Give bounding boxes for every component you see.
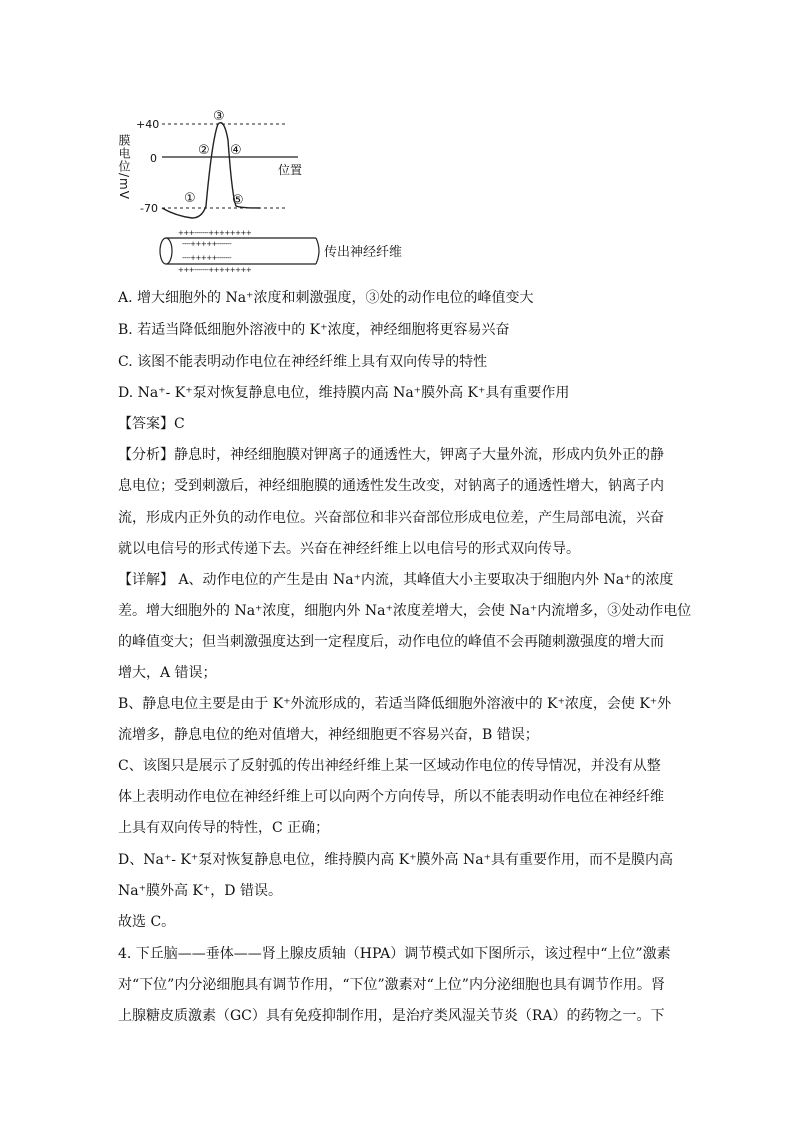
membrane-potential-diagram [110,100,440,280]
question-4-line: 对“下位”内分泌细胞具有调节作用，“下位”激素对“上位”内分泌细胞也具有调节作用。肾 [118,977,665,993]
detail-line: 增大，A 错误； [118,665,217,681]
membrane-signs-top-outer: +++-------++++++++ [178,229,252,237]
nerve-fiber [160,229,319,274]
detail-line: 体上表明动作电位在神经纤维上可以向两个方向传导，所以不能表明动作电位在神经纤维 [118,789,664,805]
option-d: D. Na⁺- K⁺泵对恢复静息电位，维持膜内高 Na⁺膜外高 K⁺具有重要作用 [118,385,570,401]
membrane-signs-top-inner: ----+++++------- [182,240,232,248]
analysis-line: 【分析】静息时，神经细胞膜对钾离子的通透性大，钾离子大量外流，形成内负外正的静 [118,447,664,463]
detail-line: C、该图只是展示了反射弧的传出神经纤维上某一区域动作电位的传导情况，并没有从整 [118,758,661,774]
tick-label-pos40: +40 [136,118,160,131]
y-axis-label: 膜电位/mV [117,134,131,200]
point-label-5: ⑤ [232,193,244,208]
option-c: C. 该图不能表明动作电位在神经纤维上具有双向传导的特性 [118,354,488,370]
question-4-line: 4. 下丘脑——垂体——肾上腺皮质轴（HPA）调节模式如下图所示，该过程中“上位”激素 [118,946,671,962]
detail-line: 上具有双向传导的特性，C 正确； [118,820,330,836]
point-label-3: ③ [213,109,225,124]
answer-line: 【答案】C [118,416,185,432]
detail-line: Na⁺膜外高 K⁺，D 错误。 [118,883,282,899]
detail-line: 的峰值变大；但当刺激强度达到一定程度后，动作电位的峰值不会再随刺激强度的增大而 [118,634,664,650]
option-b: B. 若适当降低细胞外溶液中的 K⁺浓度，神经细胞将更容易兴奋 [118,322,510,338]
point-label-2: ② [198,143,210,158]
point-label-4: ④ [230,143,242,158]
detail-line: 故选 C。 [118,914,176,930]
analysis-line: 流，形成内正外负的动作电位。兴奋部位和非兴奋部位形成电位差，产生局部电流，兴奋 [118,510,664,526]
fiber-label: 传出神经纤维 [324,245,403,260]
action-potential-figure [110,100,440,280]
detail-line: 【详解】 A、动作电位的产生是由 Na⁺内流，其峰值大小主要取决于细胞内外 Na⁺的浓度 [118,572,674,588]
tick-label-neg70: -70 [140,202,158,215]
option-a: A. 增大细胞外的 Na⁺浓度和刺激强度，③处的动作电位的峰值变大 [118,290,534,306]
question-4-line: 上腺糖皮质激素（GC）具有免疫抑制作用，是治疗类风湿关节炎（RA）的药物之一。下 [118,1008,665,1024]
analysis-line: 就以电信号的形式传递下去。兴奋在神经纤维上以电信号的形式双向传导。 [118,541,580,557]
membrane-signs-bottom-outer: +++-------++++++++ [178,266,252,274]
x-axis-label: 位置 [278,163,303,177]
detail-line: 流增多，静息电位的绝对值增大，神经细胞更不容易兴奋，B 错误； [118,727,539,743]
detail-line: 差。增大细胞外的 Na⁺浓度，细胞内外 Na⁺浓度差增大，会使 Na⁺内流增多，③处动作电位 [118,603,692,619]
analysis-line: 息电位；受到刺激后，神经细胞膜的通透性发生改变，对钠离子的通透性增大，钠离子内 [118,478,664,494]
detail-line: D、Na⁺- K⁺泵对恢复静息电位，维持膜内高 K⁺膜外高 Na⁺具有重要作用，而不是膜内高 [118,852,673,868]
point-label-1: ① [184,191,196,206]
action-potential-curve [162,123,260,218]
detail-line: B、静息电位主要是由于 K⁺外流形成的，若适当降低细胞外溶液中的 K⁺浓度，会使 K⁺外 [118,696,672,712]
membrane-signs-bottom-inner: ----+++++------- [182,254,232,262]
tick-label-zero: 0 [150,152,157,165]
